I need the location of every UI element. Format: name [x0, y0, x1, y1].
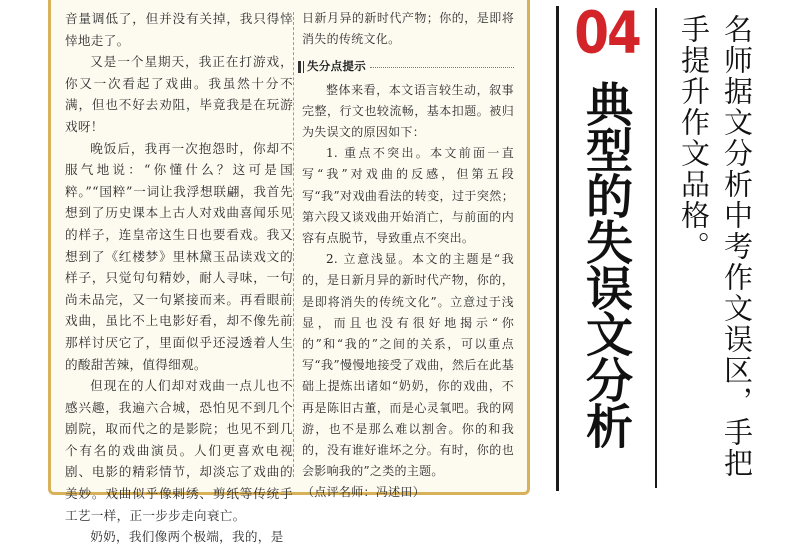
sidebar-rule-left — [556, 6, 559, 491]
section-subtitle: 名师据文分析中考作文误区，手把手提升作文品格。 — [677, 14, 754, 479]
heading-bar-icon — [303, 61, 304, 73]
section-heading — [298, 56, 514, 77]
comment-paragraph: 整体来看，本文语言较生动，叙事完整，行文也较流畅，基本扣题。被归为失误文的原因如下： — [302, 82, 514, 140]
dotted-leader — [370, 67, 514, 68]
article-paragraph: 晚饭后，我再一次抱怨时，你却不服气地说：“你懂什么？这可是国粹。”“国粹”一词让我浮想联翩，我首先想到了历史课本上古人对戏曲喜闻乐见的样子，连皇帝这生日也要看戏。我又想到了《红楼梦》里林黛玉品读戏文的样子，只觉句句精妙，耐人寻味，一句尚未品完，又一句紧接而来。再看眼前戏曲，虽比不上电影好看，却不像先前那样讨厌它了，里面似乎还浸透着人生的酸甜苦辣，值得细观。 — [65, 140, 293, 372]
article-paragraph: 但现在的人们却对戏曲一点儿也不感兴趣，我遍六合城，恐怕见不到几个剧院，取而代之的是影院；也见不到几个有名的戏曲演员。人们更喜欢电视剧、电影的精彩情节，却淡忘了戏曲的美妙。戏曲似乎像剌绣、剪纸等传统手工艺一样，正一步步走向衰亡。 — [65, 378, 293, 523]
comment-paragraph: 1. 重点不突出。本文前面一直写“我”对戏曲的反感，但第五段写“我”对戏曲看法的转变，过于突然；第六段又谈戏曲开始消亡，与前面的内容有点脱节，导致重点不突出。 — [302, 146, 514, 246]
sidebar-rule-middle — [655, 8, 657, 488]
article-paragraph: 音量调低了，但并没有关掉，我只得悻悻地走了。 — [65, 11, 293, 48]
article-paragraph: 日新月异的新时代产物；你的，是即将消失的传统文化。 — [302, 11, 514, 47]
column-divider — [293, 12, 294, 477]
section-heading-title: 失分点提示 — [307, 59, 366, 74]
article-panel — [48, 0, 530, 545]
section-number: 04 — [574, 0, 640, 67]
article-left-column — [65, 8, 293, 548]
article-right-column — [302, 8, 514, 504]
section-title: 典型的失误文分析 — [578, 80, 633, 448]
heading-bar-icon — [298, 61, 301, 73]
article-paragraph: 奶奶，我们像两个极端，我的，是 — [90, 529, 284, 545]
reviewer-signature: （点评名师：冯述田） — [302, 485, 426, 500]
comment-paragraph: 2. 立意浅显。本文的主题是“我的，是日新月异的新时代产物，你的，是即将消失的传统文化”。立意过于浅显，而且也没有很好地揭示“你的”和“我的”之间的关系，可以重点写“我”慢慢地接受了戏曲，然后在此基础上提炼出诸如“奶奶，你的戏曲，不再是陈旧古董，而是心灵氧吧。我的网游，也不是那么难以割舍。你的和我的，没有谁好谁坏之分。有时，你的也会影响我的”之类的主题。 — [302, 252, 514, 479]
article-paragraph: 又是一个星期天，我正在打游戏，你又一次看起了戏曲。我虽然十分不满，但也不好去劝阻，毕竟我是在玩游戏呀！ — [65, 54, 293, 134]
